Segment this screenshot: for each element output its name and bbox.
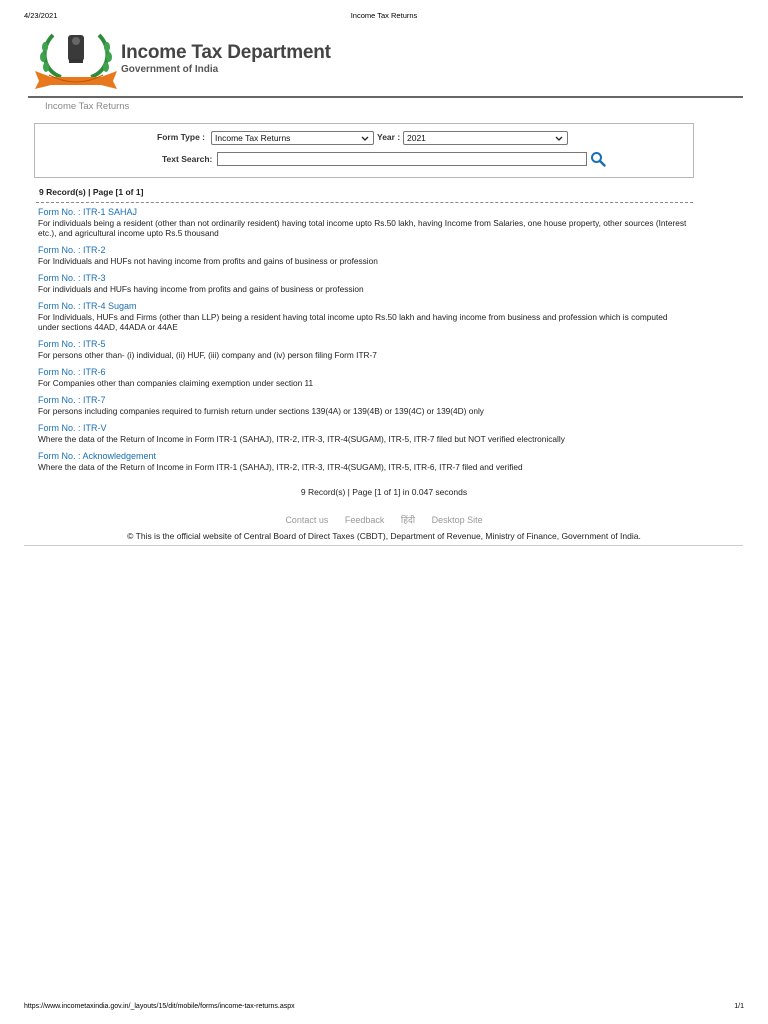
- records-summary-top: 9 Record(s) | Page [1 of 1]: [39, 187, 144, 197]
- print-title: Income Tax Returns: [350, 11, 418, 20]
- form-link[interactable]: Form No. : ITR-2: [38, 245, 106, 255]
- site-subtitle: Government of India: [121, 64, 219, 75]
- emblem-logo[interactable]: [31, 27, 121, 91]
- breadcrumb[interactable]: Income Tax Returns: [45, 101, 130, 112]
- print-page-number: 1/1: [734, 1003, 744, 1010]
- form-link[interactable]: Form No. : Acknowledgement: [38, 451, 157, 461]
- text-search-input[interactable]: [217, 152, 587, 166]
- form-link[interactable]: Form No. : ITR-7: [38, 395, 106, 405]
- form-description: For persons other than- (i) individual, (ii) HUF, (iii) company and (iv) person filing Form ITR-7: [38, 350, 377, 360]
- year-select[interactable]: [403, 131, 568, 145]
- list-item: [38, 207, 688, 238]
- results-divider: [36, 202, 693, 203]
- search-icon[interactable]: [590, 151, 606, 167]
- form-description: For Individuals and HUFs not having income from profits and gains of business or profession: [38, 256, 378, 266]
- footer-links: [0, 513, 768, 526]
- form-description: For Individuals, HUFs and Firms (other than LLP) being a resident having total income upto Rs.50 lakh and having income from business and profession which is computed under sections 44AD, 44ADA or 44AE: [38, 312, 668, 332]
- search-panel: [34, 123, 694, 178]
- records-summary-bottom: 9 Record(s) | Page [1 of 1] in 0.047 seconds: [300, 487, 468, 497]
- text-search-label: Text Search:: [162, 154, 213, 164]
- header-divider: [28, 96, 743, 98]
- list-item: [38, 245, 688, 266]
- print-header: [0, 11, 768, 23]
- list-item: [38, 339, 688, 360]
- desktop-site-link[interactable]: Desktop Site: [431, 515, 483, 525]
- form-link[interactable]: Form No. : ITR-3: [38, 273, 106, 283]
- form-description: For Companies other than companies claiming exemption under section 11: [38, 378, 314, 388]
- print-url: https://www.incometaxindia.gov.in/_layouts/15/dit/mobile/forms/income-tax-returns.aspx: [24, 1003, 295, 1010]
- form-type-value: Income Tax Returns: [215, 133, 291, 143]
- year-value: 2021: [407, 133, 426, 143]
- copyright-text: © This is the official website of Central Board of Direct Taxes (CBDT), Department of Revenue, Ministry of Finance, Government of India.: [127, 531, 641, 541]
- chevron-down-icon: [360, 134, 370, 143]
- form-description: Where the data of the Return of Income in Form ITR-1 (SAHAJ), ITR-2, ITR-3, ITR-4(SUGAM), ITR-5, ITR-6, ITR-7 filed and verified: [38, 462, 523, 472]
- chevron-down-icon: [554, 134, 564, 143]
- form-description: For individuals being a resident (other than not ordinarily resident) having total income upto Rs.50 lakh, having Income from Salaries, one house property, other sources (Interest etc.), and agricultural income upto Rs.5 thousand: [38, 218, 687, 238]
- list-item: [38, 395, 688, 416]
- list-item: [38, 301, 688, 332]
- list-item: [38, 423, 688, 444]
- form-link[interactable]: Form No. : ITR-4 Sugam: [38, 301, 137, 311]
- footer-divider: [24, 545, 743, 546]
- list-item: [38, 367, 688, 388]
- form-link[interactable]: Form No. : ITR-5: [38, 339, 106, 349]
- form-description: For individuals and HUFs having income from profits and gains of business or profession: [38, 284, 364, 294]
- form-type-label: Form Type :: [157, 132, 206, 142]
- form-type-select[interactable]: [211, 131, 374, 145]
- form-link[interactable]: Form No. : ITR-6: [38, 367, 106, 377]
- list-item: [38, 451, 688, 472]
- list-item: [38, 273, 688, 294]
- form-link[interactable]: Form No. : ITR-V: [38, 423, 107, 433]
- print-date: 4/23/2021: [24, 11, 58, 20]
- results-list: [38, 207, 688, 479]
- contact-us-link[interactable]: Contact us: [285, 515, 329, 525]
- hindi-link[interactable]: हिंदी: [400, 515, 416, 525]
- year-label: Year :: [377, 132, 401, 142]
- form-description: Where the data of the Return of Income in Form ITR-1 (SAHAJ), ITR-2, ITR-3, ITR-4(SUGAM), ITR-5, ITR-7 filed but NOT verified electronically: [38, 434, 565, 444]
- feedback-link[interactable]: Feedback: [344, 515, 385, 525]
- form-link[interactable]: Form No. : ITR-1 SAHAJ: [38, 207, 138, 217]
- site-title[interactable]: Income Tax Department: [121, 42, 331, 63]
- form-description: For persons including companies required to furnish return under sections 139(4A) or 139(4B) or 139(4C) or 139(4D) only: [38, 406, 484, 416]
